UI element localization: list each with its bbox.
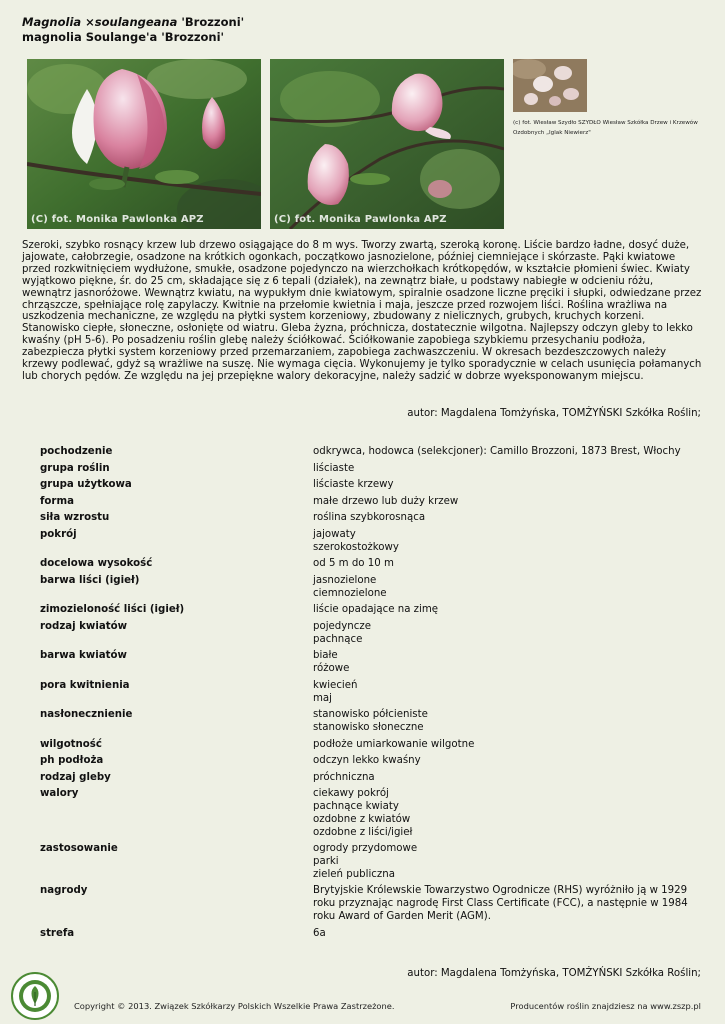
property-value: roślina szybkorosnąca	[313, 512, 426, 524]
property-row	[40, 512, 700, 525]
property-value: małe drzewo lub duży krzew	[313, 495, 459, 507]
property-row	[40, 885, 700, 923]
property-row	[40, 446, 700, 459]
property-row	[40, 928, 700, 941]
property-name: grupa użytkowa	[40, 479, 132, 491]
property-value: liściaste	[313, 462, 355, 474]
property-row	[40, 529, 700, 555]
photo-magnolia-flower-1	[27, 59, 261, 229]
property-name: nasłonecznienie	[40, 709, 133, 721]
property-value: Brytyjskie Królewskie Towarzystwo Ogrodnicze (RHS) wyróżniło ją w 1929 roku przyznając nagrodę First Class Certificate (FCC), a następnie w 1984 roku Award of Garden Merit (AGM).	[313, 885, 688, 923]
title-cultivar: 'Brozzoni'	[177, 15, 245, 29]
photo-credit: (C) fot. Monika Pawlonka APZ	[31, 214, 204, 225]
property-row	[40, 843, 700, 881]
thumbnail-caption: (c) fot. Wiesław Szydło SZYDŁO Wiesław Szkółka Drzew i Krzewów Ozdobnych „Iglak Niewierz"	[513, 120, 698, 136]
magnolia-thumbnail-image	[513, 59, 587, 112]
property-row	[40, 772, 700, 785]
property-value: podłoże umiarkowanie wilgotne	[313, 738, 475, 750]
property-value: odkrywca, hodowca (selekcjoner): Camillo Brozzoni, 1873 Brest, Włochy	[313, 446, 681, 457]
footer-copyright: Copyright © 2013. Związek Szkółkarzy Polskich Wszelkie Prawa Zastrzeżone.	[74, 1001, 395, 1011]
magnolia-flower-image	[27, 59, 261, 229]
property-name: ph podłoża	[40, 755, 104, 767]
property-name: barwa liści (igieł)	[40, 574, 140, 586]
property-name: pora kwitnienia	[40, 679, 130, 691]
property-name: zimozieloność liści (igieł)	[40, 604, 185, 616]
property-name: siła wzrostu	[40, 512, 110, 524]
property-name: wilgotność	[40, 738, 102, 750]
plant-description: Szeroki, szybko rosnący krzew lub drzewo osiągające do 8 m wys. Tworzy zwartą, szeroką koronę. Liście bardzo ładne, dosyć duże, jajowate, całobrzegie, osadzone na krótkich ogonkach, początkowo jasnozielone, później ciemniejące i skórzaste. Pąki kwiatowe przed rozkwitnięciem wydłużone, smukłe, osadzone pojedynczo na wierzchołkach krótkopędów, w kształcie płomieni świec. Kwiaty wyjątkowo piękne, śr. do 25 cm, składające się z 6 tepali (działek), na zewnątrz białe, u podstawy nabiegłe w odcieniu różu, wewnątrz jasnoróżowe. Wewnątrz kwiatu, na wypukłym dnie kwiatowym, spiralnie osadzone liczne pręciki i słupki, odwiedzane przez chrząszcze, spełniające rolę zapylaczy. Kwitnie na przełomie kwietnia i maja, jeszcze przed rozwojem liści. Roślina wrażliwa na uszkodzenia mechaniczne, ze względu na płytki system korzeniowy, zbudowany z nielicznych, grubych, kruchych korzeni. Stanowisko ciepłe, słoneczne, osłonięte od wiatru. Gleba żyzna, próchnicza, dostatecznie wilgotna. Najlepszy odczyn gleby to lekko kwaśny (pH 5-6). Po posadzeniu roślin glebę należy ściółkować. Ściółkowanie zapobiega szybkiemu przesychaniu podłoża, zabezpiecza płytki system korzeniowy przed przemarzaniem, zapobiega zachwaszczeniu. W okresach bezdeszczowych należy krzewy podlewać, gdyż są wrażliwe na suszę. Nie wymaga cięcia. Wykonujemy je tylko sporadycznie w celach usunięcia połamanych lub chorych pędów. Ze względu na jej przepiękne walory dekoracyjne, należy sadzić w dobrze wyeksponowanym miejscu.	[22, 240, 702, 382]
property-name: forma	[40, 495, 74, 507]
property-value: stanowisko półcieniste stanowisko słoneczne	[313, 709, 428, 733]
property-row	[40, 463, 700, 476]
author-credit: autor: Magdalena Tomżyńska, TOMŻYŃSKI Szkółka Roślin;	[407, 408, 701, 419]
property-name: rodzaj kwiatów	[40, 620, 127, 632]
property-row	[40, 496, 700, 509]
property-name: grupa roślin	[40, 462, 110, 474]
title-latin-name: Magnolia ×soulangeana	[22, 15, 178, 29]
page-title	[22, 15, 244, 45]
photo-thumbnail[interactable]	[513, 59, 587, 112]
property-row	[40, 604, 700, 617]
property-row	[40, 479, 700, 492]
property-value: białe różowe	[313, 650, 350, 675]
property-value: jasnozielone ciemnozielone	[313, 574, 387, 599]
property-value: 6a	[313, 927, 326, 939]
property-row	[40, 755, 700, 768]
property-row	[40, 621, 700, 647]
property-row	[40, 650, 700, 676]
property-row	[40, 709, 700, 735]
magnolia-buds-image	[270, 59, 504, 229]
author-credit-bottom: autor: Magdalena Tomżyńska, TOMŻYŃSKI Szkółka Roślin;	[407, 968, 701, 979]
properties-table	[40, 446, 700, 944]
property-value: ogrody przydomowe parki zieleń publiczna	[313, 843, 418, 880]
property-name: strefa	[40, 927, 75, 939]
property-value: pojedyncze pachnące	[313, 620, 371, 645]
property-row	[40, 788, 700, 839]
property-row	[40, 680, 700, 706]
property-value: odczyn lekko kwaśny	[313, 755, 421, 767]
property-value: od 5 m do 10 m	[313, 558, 394, 570]
property-name: pochodzenie	[40, 446, 113, 457]
property-name: walory	[40, 788, 79, 800]
property-value: liściaste krzewy	[313, 479, 394, 491]
property-name: pokrój	[40, 528, 77, 540]
property-value: liście opadające na zimę	[313, 604, 439, 616]
property-row	[40, 575, 700, 601]
title-common-name: magnolia Soulange'a 'Brozzoni'	[22, 30, 225, 44]
property-value: ciekawy pokrój pachnące kwiaty ozdobne z kwiatów ozdobne z liści/igieł	[313, 788, 413, 838]
property-name: barwa kwiatów	[40, 650, 127, 662]
property-row	[40, 558, 700, 571]
property-value: jajowaty szerokostożkowy	[313, 528, 399, 553]
property-name: rodzaj gleby	[40, 771, 111, 783]
property-value: próchniczna	[313, 771, 375, 783]
photo-magnolia-flower-2	[270, 59, 504, 229]
photo-credit: (C) fot. Monika Pawlonka APZ	[274, 214, 447, 225]
property-value: kwiecień maj	[313, 679, 358, 704]
property-name: nagrody	[40, 885, 88, 897]
zszp-logo	[11, 972, 59, 1020]
footer-producers-link[interactable]: Producentów roślin znajdziesz na www.zszp.pl	[510, 1001, 701, 1011]
property-row	[40, 739, 700, 752]
property-name: docelowa wysokość	[40, 558, 153, 570]
property-name: zastosowanie	[40, 843, 118, 855]
